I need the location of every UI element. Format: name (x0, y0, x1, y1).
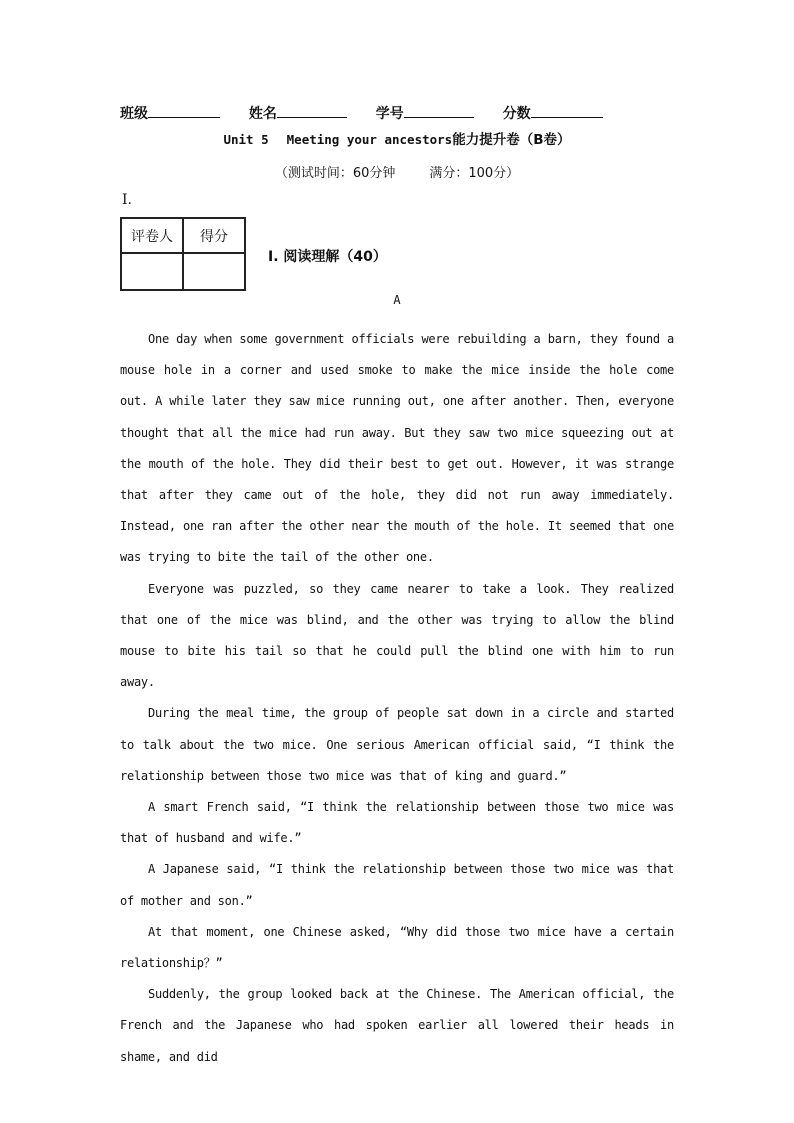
score-field[interactable] (503, 103, 603, 123)
passage-paragraph: Everyone was puzzled, so they came nearer to take a look. They realized that one of the mice was blind, and the other was trying to allow the blind mouse to bite his tail so that he could pull the blind one with him to run away. (120, 581, 674, 690)
passage-paragraph: Suddenly, the group looked back at the Chinese. The American official, the French and the Japanese who had spoken earlier all lowered their heads in shame, and did (120, 987, 674, 1064)
name-field[interactable] (249, 103, 347, 123)
page-title (0, 128, 794, 148)
reading-passage (120, 324, 674, 1073)
name-label: 姓名 (248, 106, 277, 122)
grading-table (120, 217, 246, 291)
grader-cell[interactable] (121, 253, 183, 290)
passage-paragraph: During the meal time, the group of people sat down in a circle and started to talk about the two mice. One serious American official said, “I think the relationship between those two mice was that of king and guard.” (120, 706, 674, 783)
class-label: 班级 (120, 106, 148, 122)
section-number: Ⅰ. (122, 192, 132, 208)
points-header: 得分 (183, 218, 245, 253)
student-id-blank[interactable] (404, 103, 474, 118)
test-time: （测试时间：60分钟 (274, 166, 396, 181)
section-title: I. 阅读理解（40） (268, 249, 387, 265)
title-unit: Unit 5 (223, 132, 269, 147)
student-id-label: 学号 (375, 106, 404, 122)
grader-header: 评卷人 (121, 218, 183, 253)
passage-paragraph: At that moment, one Chinese asked, “Why did those two mice have a certain relationship？” (120, 924, 674, 971)
student-id-field[interactable] (376, 103, 474, 123)
points-cell[interactable] (183, 253, 245, 290)
class-blank[interactable] (148, 103, 220, 118)
passage-paragraph: A smart French said, “I think the relationship between those two mice was that of husband and wife.” (120, 800, 674, 846)
title-topic: Meeting your ancestors (286, 132, 453, 147)
passage-paragraph: One day when some government officials were rebuilding a barn, they found a mouse hole in a corner and used smoke to make the mice inside the hole come out. A while later they saw mice running out, one after another. Then, everyone thought that all the mice had run away. But they saw two mice squeezing out at the mouth of the hole. They did their best to get out. However, it was strange that after they came out of the hole, they did not run away immediately. Instead, one ran after the other near the mouth of the hole. It seemed that one was trying to bite the tail of the other one. (120, 332, 674, 565)
passage-label: A (393, 293, 401, 307)
passage-paragraph: A Japanese said, “I think the relationship between those two mice was that of mother and son.” (120, 862, 674, 908)
score-blank[interactable] (531, 103, 603, 118)
title-paper-name: 能力提升卷（B卷） (452, 132, 571, 148)
score-label: 分数 (502, 106, 531, 122)
student-info-fields (120, 103, 627, 123)
test-info (0, 162, 794, 181)
class-field[interactable] (120, 103, 220, 123)
name-blank[interactable] (277, 103, 347, 118)
full-score: 满分：100分） (429, 166, 520, 181)
